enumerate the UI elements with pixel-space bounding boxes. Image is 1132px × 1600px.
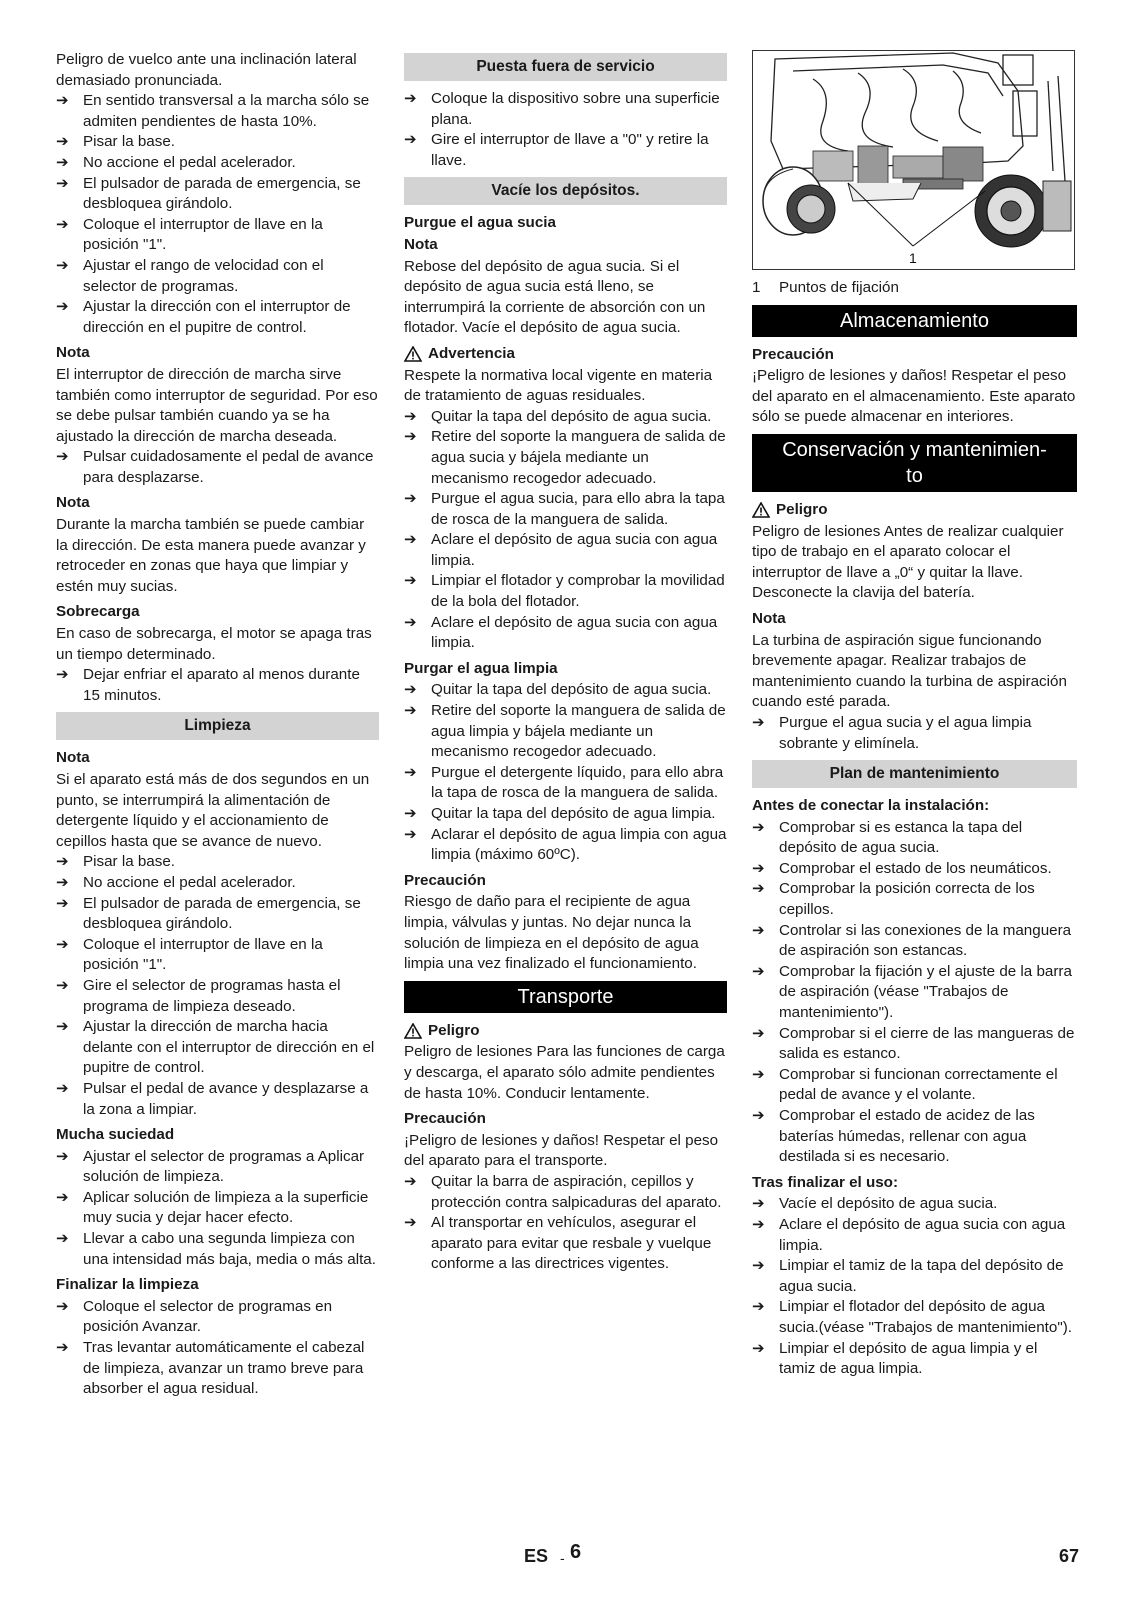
bullet-text: Coloque el interruptor de llave en la posición "1". [83, 215, 323, 254]
bullet-text: Aclare el depósito de agua sucia con agua limpia. [779, 1215, 1066, 1254]
arrow-icon: ➔ [404, 572, 417, 590]
arrow-icon: ➔ [752, 1215, 765, 1233]
bullet-text: Limpiar el tamiz de la tapa del depósito de agua sucia. [779, 1257, 1064, 1295]
arrow-icon: ➔ [404, 490, 417, 508]
figure-caption [752, 278, 1077, 299]
arrow-icon: ➔ [56, 133, 69, 151]
arrow-icon: ➔ [56, 1339, 69, 1357]
bullet-item [752, 921, 1077, 962]
arrow-icon: ➔ [752, 1298, 765, 1316]
bullet-item [56, 1297, 379, 1338]
arrow-icon: ➔ [56, 174, 69, 192]
arrow-icon: ➔ [56, 1188, 69, 1206]
bullet-list [752, 1194, 1077, 1379]
bullet-text: Purgue el agua sucia, para ello abra la tapa de rosca de la manguera de salida. [431, 490, 725, 528]
overload-text: En caso de sobrecarga, el motor se apaga tras un tiempo determinado. [56, 625, 372, 663]
bullet-item [752, 1339, 1077, 1380]
bullet-text: Gire el selector de programas hasta el programa de limpieza deseado. [83, 976, 341, 1015]
bullet-item [404, 130, 727, 171]
figure-label: 1 [909, 250, 917, 266]
bullet-item [752, 713, 1077, 754]
bullet-text: Pisar la base. [83, 853, 176, 871]
arrow-icon: ➔ [404, 1214, 417, 1232]
column-2 [404, 50, 727, 1275]
danger-text: Peligro de lesiones Antes de realizar cualquier tipo de trabajo en el aparato colocar el interruptor de llave a „0“ y quitar la llave. Desconecte la clavija del batería. [752, 522, 1064, 602]
danger-text: Peligro de lesiones Para las funciones de carga y descarga, el aparato sólo admite pendientes de hasta 10%. Conducir lentamente. [404, 1043, 725, 1102]
section-heading-almacenamiento: Almacenamiento [752, 305, 1077, 337]
bullet-text: Comprobar si el cierre de las mangueras de salida es estanco. [779, 1024, 1075, 1063]
bullet-item [404, 530, 727, 571]
bullet-item [56, 935, 379, 976]
bullet-item [404, 89, 727, 130]
arrow-icon: ➔ [56, 1230, 69, 1248]
warning-text: Respete la normativa local vigente en materia de tratamiento de aguas residuales. [404, 366, 713, 405]
arrow-icon: ➔ [752, 1024, 765, 1042]
arrow-icon: ➔ [404, 90, 417, 107]
bullet-item [752, 818, 1077, 859]
bullet-list [404, 1172, 727, 1275]
note-title: Nota [56, 494, 90, 512]
bullet-item [404, 489, 727, 530]
bullet-item [404, 427, 727, 489]
footer-language: ES [524, 1546, 549, 1566]
section-heading-puesta-fuera: Puesta fuera de servicio [404, 53, 727, 81]
arrow-icon: ➔ [56, 92, 69, 110]
bullet-list [56, 852, 379, 1120]
section-heading-vacie: Vacíe los depósitos. [404, 177, 727, 205]
bullet-item [752, 1194, 1077, 1215]
bullet-text: Llevar a cabo una segunda limpieza con una intensidad más baja, media o más alta. [83, 1230, 376, 1268]
bullet-item [56, 153, 379, 174]
bullet-text: Comprobar si es estanca la tapa del depósito de agua sucia. [779, 818, 1023, 857]
warning-triangle-icon [752, 502, 770, 518]
column-3 [752, 50, 1077, 1380]
warning-triangle-icon [404, 346, 422, 362]
bullet-text: No accione el pedal acelerador. [83, 153, 296, 171]
footer-dash: - [560, 1550, 565, 1566]
bullet-text: Comprobar si funcionan correctamente el pedal de avance y el volante. [779, 1065, 1058, 1104]
caution-text: ¡Peligro de lesiones y daños! Respetar el peso del aparato en el almacenamiento. Este aparato sólo se puede almacenar en interiores. [752, 367, 1076, 426]
bullet-item [56, 297, 379, 338]
arrow-icon: ➔ [56, 1297, 69, 1315]
page-number: 67 [1059, 1546, 1080, 1566]
note-text: La turbina de aspiración sigue funcionando brevemente apagar. Realizar trabajos de mantenimiento cuando la turbina de aspiración cuando esté parada. [752, 631, 1067, 711]
bullet-text: Purgue el agua sucia y el agua limpia sobrante y elimínela. [779, 713, 1032, 752]
bullet-item [56, 256, 379, 297]
arrow-icon: ➔ [56, 873, 69, 891]
arrow-icon: ➔ [752, 1339, 765, 1357]
note-text: Si el aparato está más de dos segundos en un punto, se interrumpirá la alimentación de detergente líquido y el accionamiento de cepillos hasta que se avance de nuevo. [56, 771, 370, 850]
arrow-icon: ➔ [404, 702, 417, 720]
overload-title: Sobrecarga [56, 603, 140, 621]
arrow-icon: ➔ [56, 666, 69, 684]
arrow-icon: ➔ [752, 1195, 765, 1213]
bullet-item [752, 1215, 1077, 1256]
bullet-item [56, 1017, 379, 1079]
arrow-icon: ➔ [404, 131, 417, 149]
arrow-icon: ➔ [56, 256, 69, 274]
bullet-item [752, 879, 1077, 920]
bullet-text: Pisar la base. [83, 133, 176, 151]
bullet-list [404, 407, 727, 654]
bullet-text: El pulsador de parada de emergencia, se desbloquea girándolo. [83, 174, 361, 213]
bullet-item [56, 665, 379, 706]
arrow-icon: ➔ [752, 1257, 765, 1275]
bullet-text: Comprobar el estado de los neumáticos. [779, 859, 1052, 877]
bullet-item [752, 962, 1077, 1024]
bullet-list [56, 665, 379, 706]
bullet-item [752, 1256, 1077, 1297]
bullet-item [56, 1147, 379, 1188]
bullet-text: Vacíe el depósito de agua sucia. [779, 1195, 998, 1213]
arrow-icon: ➔ [56, 935, 69, 953]
bullet-item [56, 1229, 379, 1270]
bullet-item [404, 701, 727, 763]
arrow-icon: ➔ [752, 921, 765, 939]
bullet-text: Aclare el depósito de agua sucia con agua limpia. [431, 613, 718, 652]
bullet-item [404, 763, 727, 804]
bullet-text: Quitar la tapa del depósito de agua limpia. [431, 805, 716, 822]
bullet-text: Dejar enfriar el aparato al menos durante 15 minutos. [83, 666, 360, 704]
warning-title: Advertencia [404, 344, 727, 365]
bullet-text: Aclare el depósito de agua sucia con agua limpia. [431, 531, 718, 569]
drain-dirty-title: Purgue el agua sucia [404, 214, 556, 232]
bullet-text: Limpiar el depósito de agua limpia y el tamiz de agua limpia. [779, 1339, 1038, 1378]
after-use-title: Tras finalizar el uso: [752, 1173, 899, 1191]
bullet-list [56, 1147, 379, 1271]
bullet-text: Tras levantar automáticamente el cabezal de limpieza, avanzar un tramo breve para absorber el agua residual. [83, 1339, 365, 1398]
note-text: Durante la marcha también se puede cambiar la dirección. De esta manera puede avanzar y retroceder en zonas que haya que limpiar y estén muy sucias. [56, 516, 366, 595]
danger-title: Peligro [752, 500, 1077, 521]
caution-text: Riesgo de daño para el recipiente de agua limpia, válvulas y juntas. No dejar nunca la solución de limpieza en el depósito de agua limpia una vez finalizado el funcionamiento. [404, 893, 699, 973]
arrow-icon: ➔ [404, 681, 417, 699]
bullet-text: Purgue el detergente líquido, para ello abra la tapa de rosca de la manguera de salida. [431, 763, 724, 802]
arrow-icon: ➔ [56, 215, 69, 233]
arrow-icon: ➔ [752, 1107, 765, 1124]
bullet-text: Comprobar la posición correcta de los cepillos. [779, 880, 1035, 919]
bullet-item [56, 873, 379, 894]
bullet-item [752, 1297, 1077, 1338]
bullet-item [752, 1024, 1077, 1065]
bullet-text: Al transportar en vehículos, asegurar el aparato para evitar que resbale y vuelque conforme a las directrices vigentes. [431, 1214, 712, 1273]
bullet-text: Quitar la barra de aspiración, cepillos y protección contra salpicaduras del aparato. [431, 1172, 722, 1211]
bullet-text: Pulsar cuidadosamente el pedal de avance para desplazarse. [83, 448, 374, 486]
bullet-text: Ajustar el selector de programas a Aplicar solución de limpieza. [83, 1147, 365, 1186]
note-text: El interruptor de dirección de marcha sirve también como interruptor de seguridad. Por eso se debe pulsar también cuando ya se ha ajustado la dirección de marcha deseada. [56, 365, 378, 445]
bullet-item [404, 613, 727, 654]
arrow-icon: ➔ [404, 763, 417, 781]
heavy-dirt-title: Mucha suciedad [56, 1126, 175, 1144]
section-heading-conservacion [752, 434, 1077, 492]
column-1 [56, 50, 379, 1400]
bullet-text: Limpiar el flotador del depósito de agua sucia.(véase "Trabajos de mantenimiento"). [779, 1298, 1073, 1336]
arrow-icon: ➔ [404, 1172, 417, 1190]
arrow-icon: ➔ [404, 825, 417, 843]
bullet-text: Coloque la dispositivo sobre una superficie plana. [431, 90, 720, 128]
arrow-icon: ➔ [56, 1079, 69, 1097]
heading-line-1: Conservación y mantenimien- [782, 438, 1047, 461]
bullet-text: Coloque el selector de programas en posición Avanzar. [83, 1297, 333, 1336]
bullet-text: Controlar si las conexiones de la manguera de aspiración son estancas. [779, 921, 1072, 960]
bullet-item [56, 132, 379, 153]
bullet-item [56, 1079, 379, 1120]
danger-title: Peligro [404, 1021, 727, 1042]
bullet-text: Retire del soporte la manguera de salida de agua sucia y bájela mediante un mecanismo recogedor adecuado. [431, 428, 726, 487]
bullet-item [752, 1106, 1077, 1168]
warning-triangle-icon [404, 1023, 422, 1039]
bullet-item [56, 1338, 379, 1400]
caution-title: Precaución [752, 345, 834, 363]
note-title: Nota [404, 235, 438, 253]
arrow-icon: ➔ [56, 298, 69, 316]
bullet-text: En sentido transversal a la marcha sólo se admiten pendientes de hasta 10%. [83, 92, 370, 130]
note-title: Nota [752, 609, 786, 627]
arrow-icon: ➔ [404, 407, 417, 425]
drain-clean-title: Purgar el agua limpia [404, 659, 558, 677]
bullet-item [404, 825, 727, 866]
bullet-list [56, 447, 379, 488]
before-connect-title: Antes de conectar la instalación: [752, 797, 990, 815]
bullet-text: Aplicar solución de limpieza a la superficie muy sucia y dejar hacer efecto. [83, 1188, 369, 1227]
arrow-icon: ➔ [56, 153, 69, 171]
caption-number: 1 [752, 279, 761, 296]
arrow-icon: ➔ [56, 976, 69, 994]
bullet-item [404, 680, 727, 701]
arrow-icon: ➔ [404, 531, 417, 549]
arrow-icon: ➔ [752, 713, 765, 731]
note-title: Nota [56, 749, 90, 767]
arrow-icon: ➔ [404, 613, 417, 631]
bullet-list [404, 89, 727, 171]
bullet-item [404, 571, 727, 612]
bullet-list [752, 818, 1077, 1168]
caution-text: ¡Peligro de lesiones y daños! Respetar el peso del aparato para el transporte. [404, 1131, 719, 1170]
section-heading-transporte: Transporte [404, 981, 727, 1013]
arrow-icon: ➔ [752, 962, 765, 980]
arrow-icon: ➔ [56, 1147, 69, 1165]
bullet-item [56, 1188, 379, 1229]
arrow-icon: ➔ [752, 880, 765, 898]
bullet-text: Coloque el interruptor de llave en la posición "1". [83, 935, 323, 974]
bullet-item [56, 976, 379, 1017]
finish-cleaning-title: Finalizar la limpieza [56, 1276, 199, 1294]
intro-text: Peligro de vuelco ante una inclinación lateral demasiado pronunciada. [56, 51, 357, 89]
bullet-text: El pulsador de parada de emergencia, se desbloquea girándolo. [83, 894, 361, 933]
bullet-item [56, 894, 379, 935]
caution-title: Precaución [404, 1110, 486, 1128]
bullet-item [752, 859, 1077, 880]
bullet-item [404, 1172, 727, 1213]
bullet-text: Gire el interruptor de llave a "0" y retire la llave. [431, 131, 709, 169]
arrow-icon: ➔ [56, 1018, 69, 1036]
footer-section-page: 6 [570, 1541, 582, 1563]
bullet-item [404, 804, 727, 825]
arrow-icon: ➔ [404, 428, 417, 446]
note-text: Rebose del depósito de agua sucia. Si el depósito de agua sucia está lleno, se interrumpirá la corriente de absorción con un flotador. Vacíe el depósito de agua sucia. [404, 257, 706, 337]
arrow-icon: ➔ [56, 853, 69, 871]
bullet-text: Pulsar el pedal de avance y desplazarse a la zona a limpiar. [83, 1079, 369, 1118]
heading-line-2: to [906, 464, 923, 487]
bullet-item [56, 852, 379, 873]
bullet-item [752, 1065, 1077, 1106]
bullet-text: Quitar la tapa del depósito de agua sucia. [431, 407, 712, 425]
bullet-text: Comprobar el estado de acidez de las baterías húmedas, rellenar con agua destilada si es necesario. [779, 1107, 1035, 1166]
bullet-list [56, 1297, 379, 1400]
bullet-item [56, 91, 379, 132]
arrow-icon: ➔ [752, 818, 765, 836]
bullet-text: Ajustar la dirección con el interruptor de dirección en el pupitre de control. [83, 298, 351, 336]
bullet-text: Ajustar el rango de velocidad con el selector de programas. [83, 256, 324, 295]
bullet-item [404, 407, 727, 428]
bullet-list [404, 680, 727, 865]
machine-illustration [753, 51, 1074, 269]
bullet-text: Comprobar la fijación y el ajuste de la barra de aspiración (véase "Trabajos de mantenimiento"). [779, 962, 1072, 1022]
bullet-text: Aclarar el depósito de agua limpia con agua limpia (máximo 60ºC). [431, 825, 727, 864]
bullet-list [752, 713, 1077, 754]
caption-text: Puntos de fijación [779, 279, 899, 296]
machine-figure [752, 50, 1075, 270]
arrow-icon: ➔ [752, 859, 765, 877]
bullet-text: Limpiar el flotador y comprobar la movilidad de la bola del flotador. [431, 572, 725, 611]
caution-title: Precaución [404, 871, 486, 889]
bullet-list [56, 91, 379, 338]
bullet-item [56, 174, 379, 215]
arrow-icon: ➔ [56, 448, 69, 466]
note-title: Nota [56, 344, 90, 362]
bullet-text: Retire del soporte la manguera de salida de agua limpia y bájela mediante un mecanismo recogedor adecuado. [431, 702, 726, 761]
section-heading-limpieza: Limpieza [56, 712, 379, 740]
bullet-item [56, 447, 379, 488]
arrow-icon: ➔ [56, 894, 69, 912]
arrow-icon: ➔ [404, 805, 417, 822]
bullet-text: Quitar la tapa del depósito de agua sucia. [431, 681, 712, 699]
section-heading-plan: Plan de mantenimiento [752, 760, 1077, 788]
bullet-text: Ajustar la dirección de marcha hacia delante con el interruptor de dirección en el pupitre de control. [83, 1018, 375, 1077]
bullet-item [404, 1213, 727, 1275]
arrow-icon: ➔ [752, 1065, 765, 1083]
bullet-item [56, 215, 379, 256]
bullet-text: No accione el pedal acelerador. [83, 873, 296, 891]
